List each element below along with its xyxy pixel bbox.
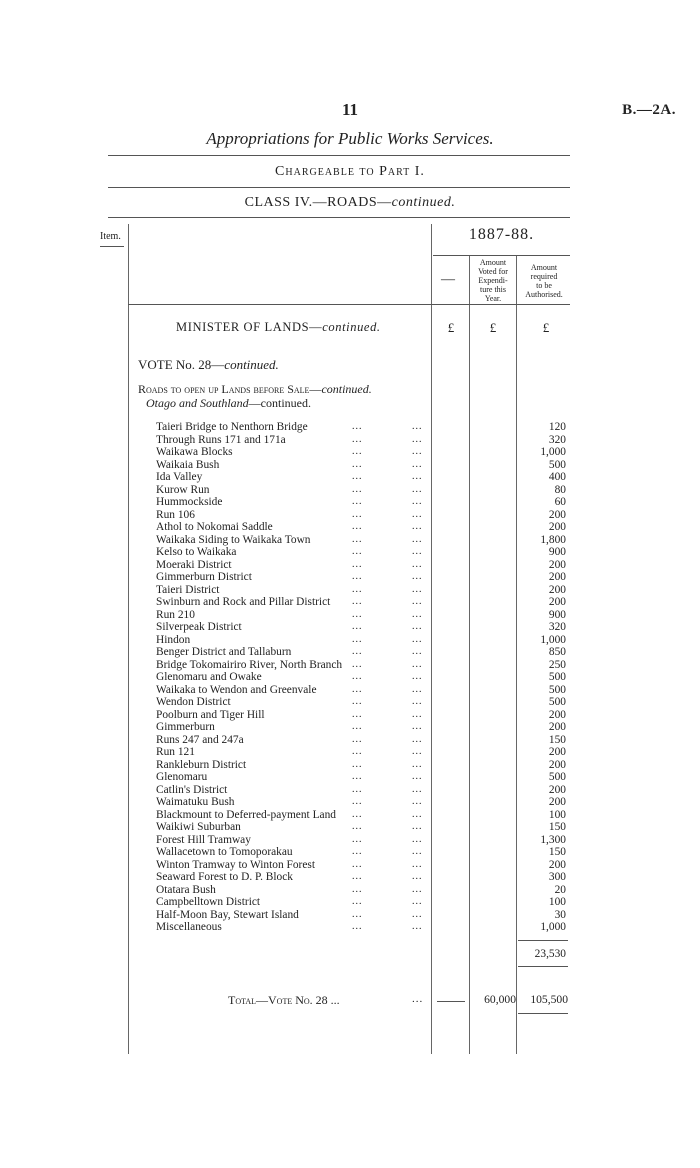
leader-dots: ... <box>352 708 363 720</box>
item-amount: 300 <box>548 871 566 883</box>
amount-required-header <box>517 263 571 299</box>
leader-dots: ... <box>412 608 423 620</box>
subtotal-amount: 23,530 <box>534 948 566 960</box>
leader-dots: ... <box>352 871 363 882</box>
leader-dots: ... <box>412 708 423 720</box>
leader-dots: ... <box>412 471 423 482</box>
page-title: Appropriations for Public Works Services. <box>206 129 494 148</box>
leader-dots: ... <box>412 558 423 570</box>
item-amount: 500 <box>548 683 566 696</box>
leader-dots: ... <box>412 871 423 882</box>
item-name: Blackmount to Deferred-payment Land <box>156 808 336 821</box>
leader-dots: ... <box>352 546 363 557</box>
item-name: Rankleburn District <box>156 758 247 771</box>
header-line: Amount <box>479 258 507 267</box>
leader-dots: ... <box>412 633 423 645</box>
leader-dots: ... <box>412 446 423 457</box>
item-amount: 20 <box>554 883 566 896</box>
item-name: Hindon <box>156 633 191 646</box>
item-name: Waikawa Blocks <box>156 446 233 458</box>
subtotal-rule <box>518 966 568 967</box>
item-name: Waikiwi Suburban <box>156 821 241 833</box>
leader-dots: ... <box>412 508 423 520</box>
item-name: Silverpeak District <box>156 621 242 633</box>
total-required-amount: 105,500 <box>530 993 568 1006</box>
leader-dots: ... <box>352 771 363 782</box>
roads-heading-continued: continued. <box>321 382 372 396</box>
leader-dots: ... <box>412 483 423 495</box>
item-name: Through Runs 171 and 171a <box>156 433 286 446</box>
leader-dots: ... <box>412 433 423 445</box>
item-amount: 1,000 <box>540 633 566 646</box>
item-name: Forest Hill Tramway <box>156 833 251 846</box>
document-reference: B.—2A. <box>622 102 676 118</box>
subtotal-rule <box>518 940 568 941</box>
leader-dots: ... <box>412 646 423 657</box>
leader-dots: ... <box>352 883 363 895</box>
leader-dots: ... <box>412 683 423 695</box>
item-amount: 200 <box>548 746 566 758</box>
item-name: Seaward Forest to D. P. Block <box>156 871 293 883</box>
column-rule <box>431 224 432 1054</box>
item-amount: 200 <box>548 521 566 533</box>
item-amount: 250 <box>548 658 566 671</box>
leader-dots: ... <box>412 696 423 707</box>
leader-dots: ... <box>412 583 423 595</box>
leader-dots: ... <box>352 633 363 645</box>
leader-dots: ... <box>352 621 363 632</box>
header-line: Year. <box>484 294 502 303</box>
leader-dots: ... <box>412 671 423 682</box>
divider <box>108 155 570 156</box>
item-name: Bridge Tokomairiro River, North Branch <box>156 658 343 671</box>
roads-heading-main: Roads to open up Lands before Sale— <box>138 382 322 396</box>
item-amount: 100 <box>548 808 566 821</box>
total-rule <box>518 1013 568 1014</box>
class-heading-continued: continued. <box>391 195 456 210</box>
item-name: Waikaka Siding to Waikaka Town <box>156 533 311 546</box>
item-amount: 500 <box>548 671 566 683</box>
class-heading <box>0 195 700 211</box>
item-name: Poolburn and Tiger Hill <box>156 708 265 721</box>
page-number: 11 <box>341 100 359 119</box>
leader-dots: ... <box>352 533 363 545</box>
leader-dots: ... <box>352 733 363 745</box>
item-name: Run 106 <box>156 508 195 521</box>
item-name: Wallacetown to Tomoporakau <box>156 846 293 858</box>
item-name: Runs 247 and 247a <box>156 733 244 746</box>
leader-dots: ... <box>352 558 363 570</box>
column-dash: — <box>441 272 455 287</box>
leader-dots: ... <box>352 896 363 907</box>
header-line: ture this <box>480 285 506 294</box>
region-name: Otago and Southland <box>146 396 249 410</box>
item-amount: 200 <box>548 508 566 521</box>
fiscal-year: 1887-88. <box>468 226 535 243</box>
leader-dots: ... <box>412 833 423 845</box>
item-name: Run 210 <box>156 608 195 621</box>
leader-dots: ... <box>352 858 363 870</box>
item-amount: 200 <box>548 596 566 608</box>
leader-dots: ... <box>412 621 423 632</box>
item-name: Catlin's District <box>156 783 228 796</box>
leader-dots: ... <box>352 783 363 795</box>
item-name: Benger District and Tallaburn <box>156 646 292 658</box>
leader-dots: ... <box>352 658 363 670</box>
leader-dots: ... <box>412 808 423 820</box>
item-amount: 900 <box>548 608 566 621</box>
item-amount: 320 <box>548 433 566 446</box>
leader-dots: ... <box>352 496 363 507</box>
leader-dots: ... <box>412 883 423 895</box>
minister-heading-continued: continued. <box>322 320 381 334</box>
item-name: Kurow Run <box>156 483 210 496</box>
item-name: Waikaka to Wendon and Greenvale <box>156 683 317 696</box>
region-heading <box>146 396 311 411</box>
leader-dots: ... <box>412 783 423 795</box>
leader-dots: ... <box>412 746 423 757</box>
leader-dots: ... <box>412 758 423 770</box>
item-amount: 500 <box>548 458 566 471</box>
header-line: required <box>530 272 558 281</box>
item-amount: 200 <box>548 583 566 596</box>
item-name: Swinburn and Rock and Pillar District <box>156 596 331 608</box>
leader-dots: ... <box>352 421 363 432</box>
class-heading-main: CLASS IV.—ROADS— <box>244 195 392 210</box>
item-name: Winton Tramway to Winton Forest <box>156 858 315 871</box>
total-voted-amount: 60,000 <box>484 993 516 1006</box>
amount-voted-header <box>470 258 516 303</box>
header-line: Voted for <box>478 267 508 276</box>
item-name: Half-Moon Bay, Stewart Island <box>156 908 299 921</box>
header-line: Expendi- <box>478 276 508 285</box>
item-amount: 200 <box>548 796 566 808</box>
total-dash <box>437 1001 465 1002</box>
item-amount: 60 <box>554 496 566 508</box>
header-line: Authorised. <box>525 290 563 299</box>
item-name: Athol to Nokomai Saddle <box>156 521 273 533</box>
leader-dots: ... <box>412 721 423 732</box>
item-amount: 400 <box>548 471 566 483</box>
item-amount: 120 <box>548 421 566 433</box>
leader-dots: ... <box>412 821 423 832</box>
leader-dots: ... <box>352 458 363 470</box>
item-name: Run 121 <box>156 746 195 758</box>
leader-dots: ... <box>352 758 363 770</box>
leader-dots: ... <box>412 596 423 607</box>
leader-dots: ... <box>352 683 363 695</box>
header-rule <box>128 304 570 305</box>
item-amount: 200 <box>548 721 566 733</box>
leader-dots: ... <box>412 846 423 857</box>
column-rule <box>469 256 470 1054</box>
item-amount: 200 <box>548 558 566 571</box>
region-continued: —continued. <box>248 396 311 410</box>
item-amount: 80 <box>554 483 566 496</box>
chargeable-heading: Chargeable to Part I. <box>275 164 425 179</box>
item-amount: 150 <box>548 733 566 746</box>
leader-dots: ... <box>412 458 423 470</box>
total-leader-dots: ... <box>412 993 424 1005</box>
item-amount: 320 <box>548 621 566 633</box>
year-rule <box>433 255 570 256</box>
leader-dots: ... <box>352 721 363 732</box>
item-amount: 150 <box>548 846 566 858</box>
leader-dots: ... <box>352 583 363 595</box>
leader-dots: ... <box>352 471 363 482</box>
item-amount: 30 <box>554 908 566 921</box>
divider <box>108 187 570 188</box>
leader-dots: ... <box>412 521 423 532</box>
item-name: Taieri District <box>156 583 220 596</box>
leader-dots: ... <box>352 821 363 832</box>
total-label: Total—Vote No. 28 ... <box>228 993 340 1007</box>
column-rule <box>516 256 517 1054</box>
vote-heading-main: VOTE No. 28— <box>138 357 225 372</box>
leader-dots: ... <box>352 483 363 495</box>
leader-dots: ... <box>412 533 423 545</box>
item-name: Glenomaru <box>156 771 208 783</box>
item-amount: 900 <box>548 546 566 558</box>
leader-dots: ... <box>412 421 423 432</box>
item-amount: 100 <box>548 896 566 908</box>
currency-symbol: £ <box>489 320 497 335</box>
item-amount: 200 <box>548 571 566 583</box>
leader-dots: ... <box>412 733 423 745</box>
item-name: Gimmerburn <box>156 721 215 733</box>
roads-heading <box>138 382 372 397</box>
leader-dots: ... <box>352 696 363 707</box>
vote-heading-continued: continued. <box>224 357 279 372</box>
item-amount: 500 <box>548 696 566 708</box>
item-amount: 150 <box>548 821 566 833</box>
leader-dots: ... <box>352 908 363 920</box>
leader-dots: ... <box>352 433 363 445</box>
item-name: Campbelltown District <box>156 896 261 908</box>
header-line: Amount <box>530 263 558 272</box>
leader-dots: ... <box>352 846 363 857</box>
leader-dots: ... <box>412 658 423 670</box>
item-amount: 1,000 <box>540 446 566 458</box>
leader-dots: ... <box>352 596 363 607</box>
leader-dots: ... <box>412 496 423 507</box>
leader-dots: ... <box>352 521 363 532</box>
leader-dots: ... <box>352 446 363 457</box>
item-name: Taieri Bridge to Nenthorn Bridge <box>156 421 308 433</box>
item-amount: 200 <box>548 758 566 771</box>
leader-dots: ... <box>352 796 363 807</box>
divider <box>108 217 570 218</box>
leader-dots: ... <box>352 921 363 932</box>
item-amount: 200 <box>548 858 566 871</box>
currency-symbol: £ <box>542 320 550 335</box>
leader-dots: ... <box>412 796 423 807</box>
item-amount: 500 <box>548 771 566 783</box>
leader-dots: ... <box>412 771 423 782</box>
item-name: Waimatuku Bush <box>156 796 235 808</box>
leader-dots: ... <box>412 571 423 582</box>
item-name: Wendon District <box>156 696 231 708</box>
leader-dots: ... <box>412 921 423 932</box>
item-name: Glenomaru and Owake <box>156 671 262 683</box>
minister-heading-main: MINISTER OF LANDS— <box>176 320 323 334</box>
leader-dots: ... <box>412 546 423 557</box>
leader-dots: ... <box>352 671 363 682</box>
item-column-header: Item. <box>100 231 121 242</box>
item-name: Waikaia Bush <box>156 458 220 471</box>
leader-dots: ... <box>352 508 363 520</box>
leader-dots: ... <box>412 896 423 907</box>
header-line: to be <box>536 281 552 290</box>
item-name: Moeraki District <box>156 558 232 571</box>
leader-dots: ... <box>412 908 423 920</box>
item-amount: 1,000 <box>540 921 566 933</box>
leader-dots: ... <box>352 746 363 757</box>
leader-dots: ... <box>352 608 363 620</box>
item-name: Gimmerburn District <box>156 571 252 583</box>
leader-dots: ... <box>352 646 363 657</box>
item-amount: 200 <box>548 783 566 796</box>
leader-dots: ... <box>352 808 363 820</box>
currency-symbol: £ <box>447 320 455 335</box>
item-amount: 200 <box>548 708 566 721</box>
item-name: Hummockside <box>156 496 223 508</box>
item-name: Otatara Bush <box>156 883 216 896</box>
vote-heading <box>138 357 279 373</box>
item-rule <box>100 246 124 247</box>
leader-dots: ... <box>352 833 363 845</box>
column-rule <box>128 224 129 1054</box>
item-name: Kelso to Waikaka <box>156 546 237 558</box>
leader-dots: ... <box>412 858 423 870</box>
item-name: Miscellaneous <box>156 921 222 933</box>
item-amount: 1,300 <box>540 833 566 846</box>
item-amount: 850 <box>548 646 566 658</box>
item-name: Ida Valley <box>156 471 203 483</box>
item-amount: 1,800 <box>540 533 566 546</box>
minister-heading <box>176 320 381 335</box>
leader-dots: ... <box>352 571 363 582</box>
